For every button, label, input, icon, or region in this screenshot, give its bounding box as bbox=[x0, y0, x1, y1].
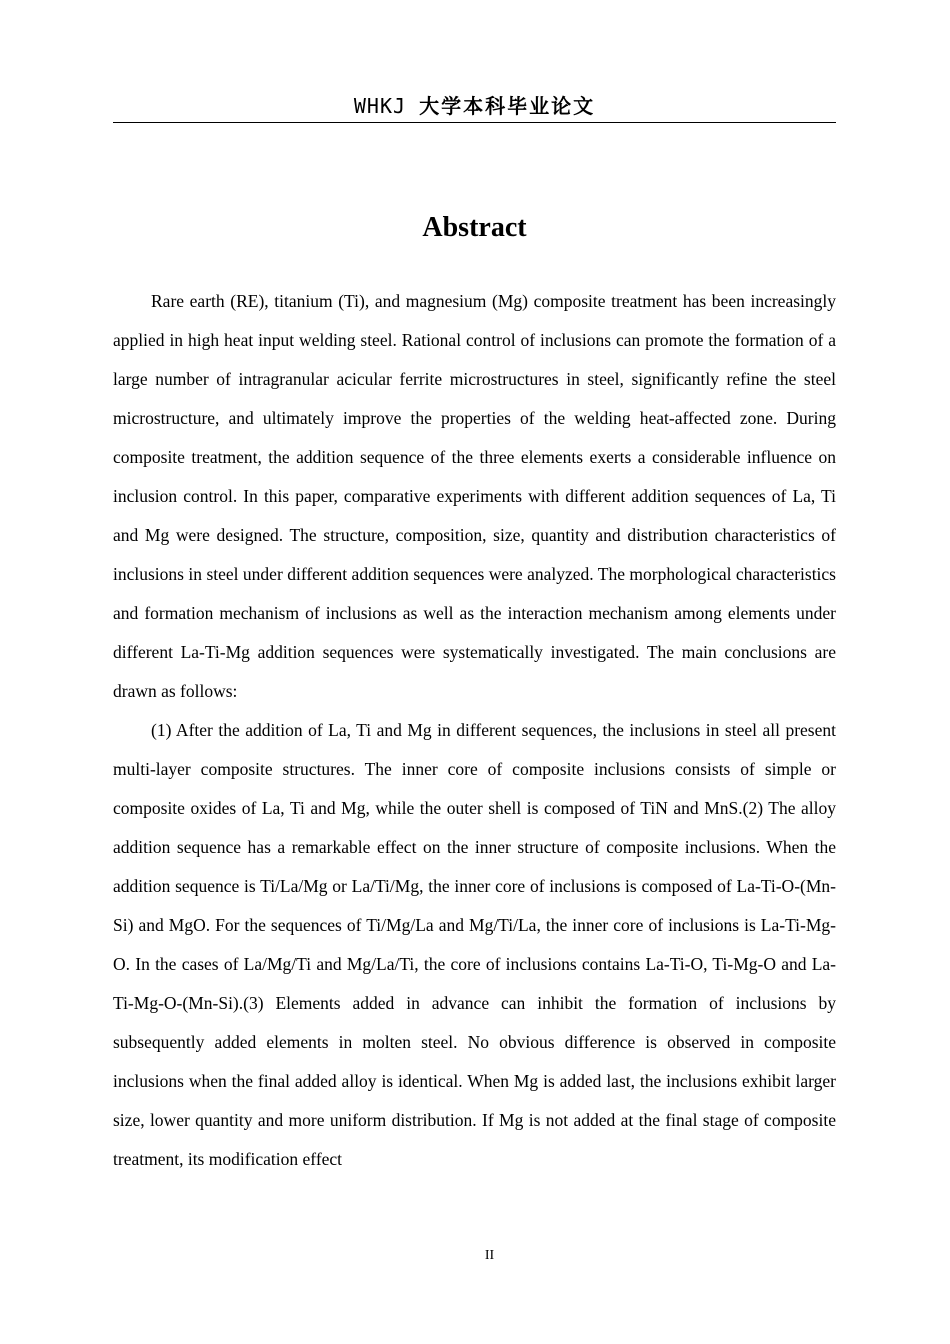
abstract-title: Abstract bbox=[422, 212, 527, 243]
running-header-text bbox=[354, 94, 595, 118]
abstract-body bbox=[113, 282, 836, 1179]
page-number: II bbox=[484, 1248, 495, 1263]
abstract-paragraph-2: (1) After the addition of La, Ti and Mg in different sequences, the inclusions in steel all present multi-layer composite structures. The inner core of composite inclusions consists of simple or composite oxides of La, Ti and Mg, while the outer shell is composed of TiN and MnS.(2) The alloy addition sequence has a remarkable effect on the inner structure of composite inclusions. When the addition sequence is Ti/La/Mg or La/Ti/Mg, the inner core of inclusions is composed of La-Ti-O-(Mn-Si) and MgO. For the sequences of Ti/Mg/La and Mg/Ti/La, the inner core of inclusions is La-Ti-Mg-O. In the cases of La/Mg/Ti and Mg/La/Ti, the core of inclusions contains La-Ti-O, Ti-Mg-O and La-Ti-Mg-O-(Mn-Si).(3) Elements added in advance can inhibit the formation of inclusions by subsequently added elements in molten steel. No obvious difference is observed in composite inclusions when the final added alloy is identical. When Mg is added last, the inclusions exhibit larger size, lower quantity and more uniform distribution. If Mg is not added at the final stage of composite treatment, its modification effect bbox=[113, 720, 836, 1169]
header-latin: WHKJ bbox=[353, 94, 407, 118]
header-cjk: 大学本科毕业论文 bbox=[419, 94, 596, 118]
abstract-paragraph-1: Rare earth (RE), titanium (Ti), and magnesium (Mg) composite treatment has been increasingly applied in high heat input welding steel. Rational control of inclusions can promote the formation of a large number of intragranular acicular ferrite microstructures in steel, significantly refine the steel microstructure, and ultimately improve the properties of the welding heat-affected zone. During composite treatment, the addition sequence of the three elements exerts a considerable influence on inclusion control. In this paper, comparative experiments with different addition sequences of La, Ti and Mg were designed. The structure, composition, size, quantity and distribution characteristics of inclusions in steel under different addition sequences were analyzed. The morphological characteristics and formation mechanism of inclusions as well as the interaction mechanism among elements under different La-Ti-Mg addition sequences were systematically investigated. The main conclusions are drawn as follows: bbox=[113, 291, 836, 701]
running-header bbox=[113, 92, 836, 123]
